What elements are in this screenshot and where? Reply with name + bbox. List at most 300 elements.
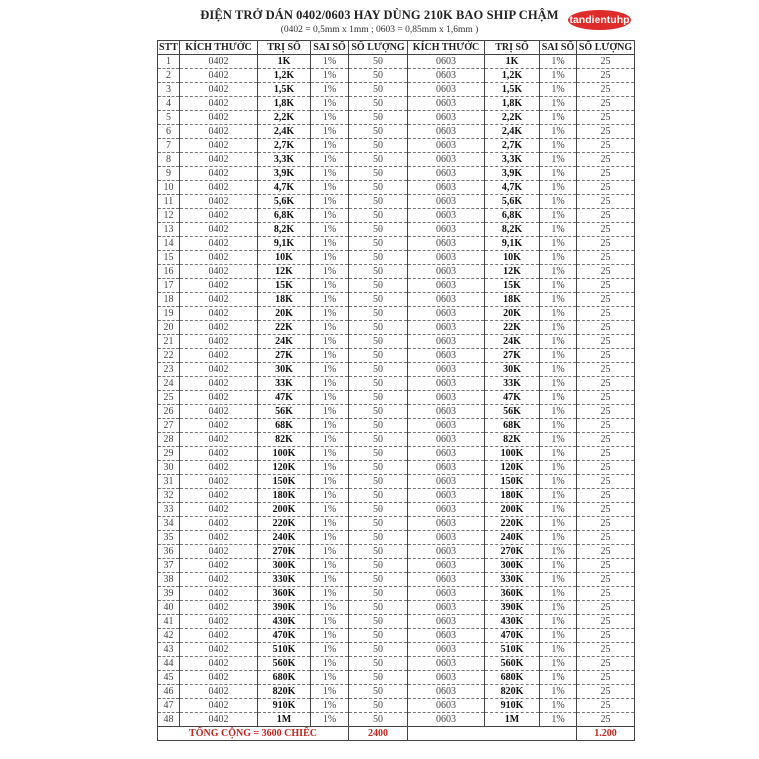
row-index: 16 <box>158 265 180 279</box>
qty-left: 50 <box>349 657 408 671</box>
tolerance-right: 1% <box>540 475 577 489</box>
size-right: 0603 <box>408 153 485 167</box>
value-right: 1M <box>485 713 540 727</box>
table-row <box>158 307 635 321</box>
tolerance-right: 1% <box>540 657 577 671</box>
value-right: 68K <box>485 419 540 433</box>
col-qty-right: SỐ LƯỢNG <box>577 41 635 55</box>
table-row <box>158 447 635 461</box>
table-row <box>158 489 635 503</box>
table-row <box>158 405 635 419</box>
value-right: 180K <box>485 489 540 503</box>
row-index: 8 <box>158 153 180 167</box>
value-right: 5,6K <box>485 195 540 209</box>
table-row <box>158 83 635 97</box>
row-index: 38 <box>158 573 180 587</box>
qty-left: 50 <box>349 671 408 685</box>
qty-left: 50 <box>349 559 408 573</box>
value-left: 360K <box>258 587 311 601</box>
size-left: 0402 <box>180 657 258 671</box>
qty-left: 50 <box>349 615 408 629</box>
size-left: 0402 <box>180 573 258 587</box>
value-right: 15K <box>485 279 540 293</box>
tolerance-right: 1% <box>540 335 577 349</box>
qty-right: 25 <box>577 685 635 699</box>
size-right: 0603 <box>408 545 485 559</box>
size-left: 0402 <box>180 629 258 643</box>
qty-left: 50 <box>349 209 408 223</box>
tolerance-right: 1% <box>540 615 577 629</box>
size-left: 0402 <box>180 265 258 279</box>
tolerance-right: 1% <box>540 517 577 531</box>
value-right: 200K <box>485 503 540 517</box>
row-index: 45 <box>158 671 180 685</box>
size-left: 0402 <box>180 279 258 293</box>
qty-left: 50 <box>349 237 408 251</box>
value-left: 12K <box>258 265 311 279</box>
size-left: 0402 <box>180 587 258 601</box>
qty-right: 25 <box>577 97 635 111</box>
table-row <box>158 475 635 489</box>
qty-left: 50 <box>349 181 408 195</box>
table-row <box>158 657 635 671</box>
value-left: 6,8K <box>258 209 311 223</box>
value-left: 30K <box>258 363 311 377</box>
qty-left: 50 <box>349 223 408 237</box>
qty-right: 25 <box>577 167 635 181</box>
tolerance-left: 1% <box>311 531 349 545</box>
value-left: 1M <box>258 713 311 727</box>
size-left: 0402 <box>180 601 258 615</box>
tolerance-right: 1% <box>540 433 577 447</box>
qty-right: 25 <box>577 671 635 685</box>
total-left-qty: 2400 <box>349 727 408 741</box>
tolerance-left: 1% <box>311 517 349 531</box>
size-right: 0603 <box>408 181 485 195</box>
tolerance-right: 1% <box>540 503 577 517</box>
value-left: 82K <box>258 433 311 447</box>
size-right: 0603 <box>408 265 485 279</box>
tolerance-right: 1% <box>540 531 577 545</box>
size-right: 0603 <box>408 293 485 307</box>
size-right: 0603 <box>408 55 485 69</box>
row-index: 10 <box>158 181 180 195</box>
tolerance-right: 1% <box>540 237 577 251</box>
tolerance-right: 1% <box>540 685 577 699</box>
table-row <box>158 195 635 209</box>
size-left: 0402 <box>180 391 258 405</box>
tolerance-left: 1% <box>311 167 349 181</box>
tolerance-left: 1% <box>311 335 349 349</box>
row-index: 37 <box>158 559 180 573</box>
tolerance-left: 1% <box>311 139 349 153</box>
qty-right: 25 <box>577 601 635 615</box>
size-right: 0603 <box>408 349 485 363</box>
row-index: 17 <box>158 279 180 293</box>
qty-left: 50 <box>349 517 408 531</box>
tolerance-right: 1% <box>540 83 577 97</box>
row-index: 43 <box>158 643 180 657</box>
tolerance-left: 1% <box>311 559 349 573</box>
tolerance-left: 1% <box>311 55 349 69</box>
qty-right: 25 <box>577 181 635 195</box>
value-right: 120K <box>485 461 540 475</box>
size-left: 0402 <box>180 489 258 503</box>
tolerance-left: 1% <box>311 83 349 97</box>
tolerance-right: 1% <box>540 559 577 573</box>
row-index: 3 <box>158 83 180 97</box>
tolerance-left: 1% <box>311 433 349 447</box>
qty-right: 25 <box>577 643 635 657</box>
qty-left: 50 <box>349 97 408 111</box>
table-row <box>158 685 635 699</box>
size-left: 0402 <box>180 517 258 531</box>
value-right: 560K <box>485 657 540 671</box>
tolerance-right: 1% <box>540 307 577 321</box>
row-index: 6 <box>158 125 180 139</box>
row-index: 41 <box>158 615 180 629</box>
size-right: 0603 <box>408 405 485 419</box>
qty-right: 25 <box>577 419 635 433</box>
value-right: 82K <box>485 433 540 447</box>
row-index: 35 <box>158 531 180 545</box>
value-right: 24K <box>485 335 540 349</box>
qty-left: 50 <box>349 391 408 405</box>
size-right: 0603 <box>408 461 485 475</box>
value-right: 8,2K <box>485 223 540 237</box>
table-row <box>158 349 635 363</box>
row-index: 39 <box>158 587 180 601</box>
table-row <box>158 573 635 587</box>
table-row <box>158 671 635 685</box>
size-left: 0402 <box>180 685 258 699</box>
value-right: 6,8K <box>485 209 540 223</box>
tolerance-left: 1% <box>311 321 349 335</box>
value-left: 3,3K <box>258 153 311 167</box>
size-left: 0402 <box>180 713 258 727</box>
tolerance-right: 1% <box>540 587 577 601</box>
value-right: 9,1K <box>485 237 540 251</box>
qty-left: 50 <box>349 153 408 167</box>
table-row <box>158 139 635 153</box>
size-right: 0603 <box>408 335 485 349</box>
table-row <box>158 531 635 545</box>
tolerance-left: 1% <box>311 657 349 671</box>
tolerance-left: 1% <box>311 363 349 377</box>
qty-right: 25 <box>577 251 635 265</box>
size-right: 0603 <box>408 97 485 111</box>
value-left: 300K <box>258 559 311 573</box>
size-left: 0402 <box>180 111 258 125</box>
qty-left: 50 <box>349 377 408 391</box>
table-row <box>158 69 635 83</box>
tolerance-right: 1% <box>540 153 577 167</box>
tolerance-left: 1% <box>311 69 349 83</box>
size-left: 0402 <box>180 671 258 685</box>
row-index: 47 <box>158 699 180 713</box>
size-left: 0402 <box>180 293 258 307</box>
size-right: 0603 <box>408 195 485 209</box>
value-left: 56K <box>258 405 311 419</box>
size-left: 0402 <box>180 97 258 111</box>
size-right: 0603 <box>408 685 485 699</box>
total-row <box>158 727 635 741</box>
table-row <box>158 265 635 279</box>
tolerance-right: 1% <box>540 713 577 727</box>
qty-left: 50 <box>349 321 408 335</box>
tolerance-left: 1% <box>311 475 349 489</box>
row-index: 4 <box>158 97 180 111</box>
tolerance-left: 1% <box>311 265 349 279</box>
qty-left: 50 <box>349 699 408 713</box>
qty-left: 50 <box>349 587 408 601</box>
value-right: 3,3K <box>485 153 540 167</box>
table-row <box>158 97 635 111</box>
table-row <box>158 237 635 251</box>
tolerance-right: 1% <box>540 265 577 279</box>
qty-right: 25 <box>577 363 635 377</box>
tolerance-left: 1% <box>311 125 349 139</box>
qty-right: 25 <box>577 335 635 349</box>
size-left: 0402 <box>180 125 258 139</box>
table-header-row <box>158 41 635 55</box>
page-subtitle: (0402 = 0,5mm x 1mm ; 0603 = 0,85mm x 1,6mm ) <box>280 25 479 35</box>
qty-right: 25 <box>577 349 635 363</box>
size-left: 0402 <box>180 377 258 391</box>
table-row <box>158 629 635 643</box>
qty-left: 50 <box>349 307 408 321</box>
qty-right: 25 <box>577 111 635 125</box>
value-right: 820K <box>485 685 540 699</box>
qty-right: 25 <box>577 69 635 83</box>
qty-right: 25 <box>577 153 635 167</box>
value-left: 4,7K <box>258 181 311 195</box>
tolerance-right: 1% <box>540 349 577 363</box>
value-left: 47K <box>258 391 311 405</box>
qty-right: 25 <box>577 517 635 531</box>
tolerance-right: 1% <box>540 699 577 713</box>
table-row <box>158 517 635 531</box>
qty-right: 25 <box>577 629 635 643</box>
col-tolerance-right: SAI SỐ <box>540 41 577 55</box>
qty-left: 50 <box>349 685 408 699</box>
table-row <box>158 699 635 713</box>
qty-right: 25 <box>577 125 635 139</box>
tolerance-left: 1% <box>311 279 349 293</box>
tolerance-right: 1% <box>540 97 577 111</box>
tolerance-left: 1% <box>311 419 349 433</box>
table-row <box>158 111 635 125</box>
qty-right: 25 <box>577 237 635 251</box>
total-spacer <box>408 727 577 741</box>
value-left: 1,8K <box>258 97 311 111</box>
tolerance-left: 1% <box>311 181 349 195</box>
qty-right: 25 <box>577 405 635 419</box>
size-left: 0402 <box>180 55 258 69</box>
size-right: 0603 <box>408 615 485 629</box>
qty-right: 25 <box>577 83 635 97</box>
table-row <box>158 433 635 447</box>
value-left: 100K <box>258 447 311 461</box>
qty-left: 50 <box>349 713 408 727</box>
size-right: 0603 <box>408 321 485 335</box>
size-right: 0603 <box>408 531 485 545</box>
value-left: 2,4K <box>258 125 311 139</box>
size-right: 0603 <box>408 573 485 587</box>
row-index: 25 <box>158 391 180 405</box>
value-left: 22K <box>258 321 311 335</box>
qty-right: 25 <box>577 461 635 475</box>
qty-left: 50 <box>349 111 408 125</box>
tolerance-left: 1% <box>311 391 349 405</box>
tolerance-right: 1% <box>540 447 577 461</box>
value-right: 1,8K <box>485 97 540 111</box>
value-right: 2,4K <box>485 125 540 139</box>
qty-right: 25 <box>577 209 635 223</box>
row-index: 31 <box>158 475 180 489</box>
tolerance-left: 1% <box>311 601 349 615</box>
row-index: 26 <box>158 405 180 419</box>
total-label: TỔNG CỘNG = 3600 CHIẾC <box>158 727 349 741</box>
qty-right: 25 <box>577 265 635 279</box>
row-index: 23 <box>158 363 180 377</box>
row-index: 34 <box>158 517 180 531</box>
total-right-qty: 1.200 <box>577 727 635 741</box>
row-index: 42 <box>158 629 180 643</box>
table-row <box>158 55 635 69</box>
row-index: 22 <box>158 349 180 363</box>
size-left: 0402 <box>180 195 258 209</box>
qty-left: 50 <box>349 265 408 279</box>
qty-right: 25 <box>577 475 635 489</box>
tolerance-left: 1% <box>311 461 349 475</box>
size-left: 0402 <box>180 475 258 489</box>
table-row <box>158 223 635 237</box>
col-qty-left: SỐ LƯỢNG <box>349 41 408 55</box>
value-left: 910K <box>258 699 311 713</box>
tolerance-right: 1% <box>540 167 577 181</box>
tolerance-right: 1% <box>540 363 577 377</box>
value-left: 430K <box>258 615 311 629</box>
tolerance-right: 1% <box>540 321 577 335</box>
value-left: 18K <box>258 293 311 307</box>
value-right: 18K <box>485 293 540 307</box>
table-row <box>158 503 635 517</box>
size-left: 0402 <box>180 447 258 461</box>
value-left: 1,5K <box>258 83 311 97</box>
value-left: 820K <box>258 685 311 699</box>
value-left: 390K <box>258 601 311 615</box>
row-index: 13 <box>158 223 180 237</box>
size-right: 0603 <box>408 139 485 153</box>
tolerance-left: 1% <box>311 685 349 699</box>
size-left: 0402 <box>180 139 258 153</box>
qty-left: 50 <box>349 83 408 97</box>
tolerance-right: 1% <box>540 181 577 195</box>
value-right: 300K <box>485 559 540 573</box>
size-right: 0603 <box>408 419 485 433</box>
value-right: 150K <box>485 475 540 489</box>
qty-left: 50 <box>349 69 408 83</box>
tolerance-left: 1% <box>311 209 349 223</box>
resistor-table <box>157 40 635 741</box>
value-right: 10K <box>485 251 540 265</box>
col-size-left: KÍCH THƯỚC <box>180 41 258 55</box>
tolerance-right: 1% <box>540 125 577 139</box>
size-right: 0603 <box>408 111 485 125</box>
col-size-right: KÍCH THƯỚC <box>408 41 485 55</box>
value-right: 1,2K <box>485 69 540 83</box>
qty-right: 25 <box>577 377 635 391</box>
table-row <box>158 419 635 433</box>
qty-right: 25 <box>577 139 635 153</box>
qty-left: 50 <box>349 167 408 181</box>
size-left: 0402 <box>180 615 258 629</box>
size-left: 0402 <box>180 545 258 559</box>
row-index: 2 <box>158 69 180 83</box>
table-row <box>158 321 635 335</box>
value-right: 240K <box>485 531 540 545</box>
value-right: 22K <box>485 321 540 335</box>
qty-right: 25 <box>577 657 635 671</box>
qty-right: 25 <box>577 615 635 629</box>
tolerance-right: 1% <box>540 489 577 503</box>
qty-left: 50 <box>349 139 408 153</box>
size-right: 0603 <box>408 251 485 265</box>
page-title: ĐIỆN TRỞ DÁN 0402/0603 HAY DÙNG 210K BAO SHIP CHẬM <box>200 8 559 22</box>
tolerance-right: 1% <box>540 461 577 475</box>
qty-left: 50 <box>349 643 408 657</box>
row-index: 7 <box>158 139 180 153</box>
qty-right: 25 <box>577 587 635 601</box>
tolerance-right: 1% <box>540 377 577 391</box>
tolerance-right: 1% <box>540 545 577 559</box>
tolerance-left: 1% <box>311 307 349 321</box>
tolerance-left: 1% <box>311 377 349 391</box>
table-row <box>158 615 635 629</box>
value-left: 2,7K <box>258 139 311 153</box>
qty-right: 25 <box>577 279 635 293</box>
qty-left: 50 <box>349 545 408 559</box>
qty-left: 50 <box>349 503 408 517</box>
tolerance-left: 1% <box>311 223 349 237</box>
qty-left: 50 <box>349 251 408 265</box>
row-index: 18 <box>158 293 180 307</box>
size-right: 0603 <box>408 209 485 223</box>
value-right: 1K <box>485 55 540 69</box>
value-left: 200K <box>258 503 311 517</box>
value-left: 330K <box>258 573 311 587</box>
qty-left: 50 <box>349 125 408 139</box>
qty-left: 50 <box>349 195 408 209</box>
value-right: 100K <box>485 447 540 461</box>
tolerance-left: 1% <box>311 349 349 363</box>
tolerance-left: 1% <box>311 405 349 419</box>
value-left: 20K <box>258 307 311 321</box>
value-left: 240K <box>258 531 311 545</box>
table-row <box>158 363 635 377</box>
tolerance-right: 1% <box>540 279 577 293</box>
qty-right: 25 <box>577 223 635 237</box>
size-right: 0603 <box>408 223 485 237</box>
table-row <box>158 293 635 307</box>
size-right: 0603 <box>408 363 485 377</box>
size-left: 0402 <box>180 237 258 251</box>
value-left: 2,2K <box>258 111 311 125</box>
tolerance-right: 1% <box>540 223 577 237</box>
value-right: 430K <box>485 615 540 629</box>
col-stt: STT <box>159 41 178 53</box>
